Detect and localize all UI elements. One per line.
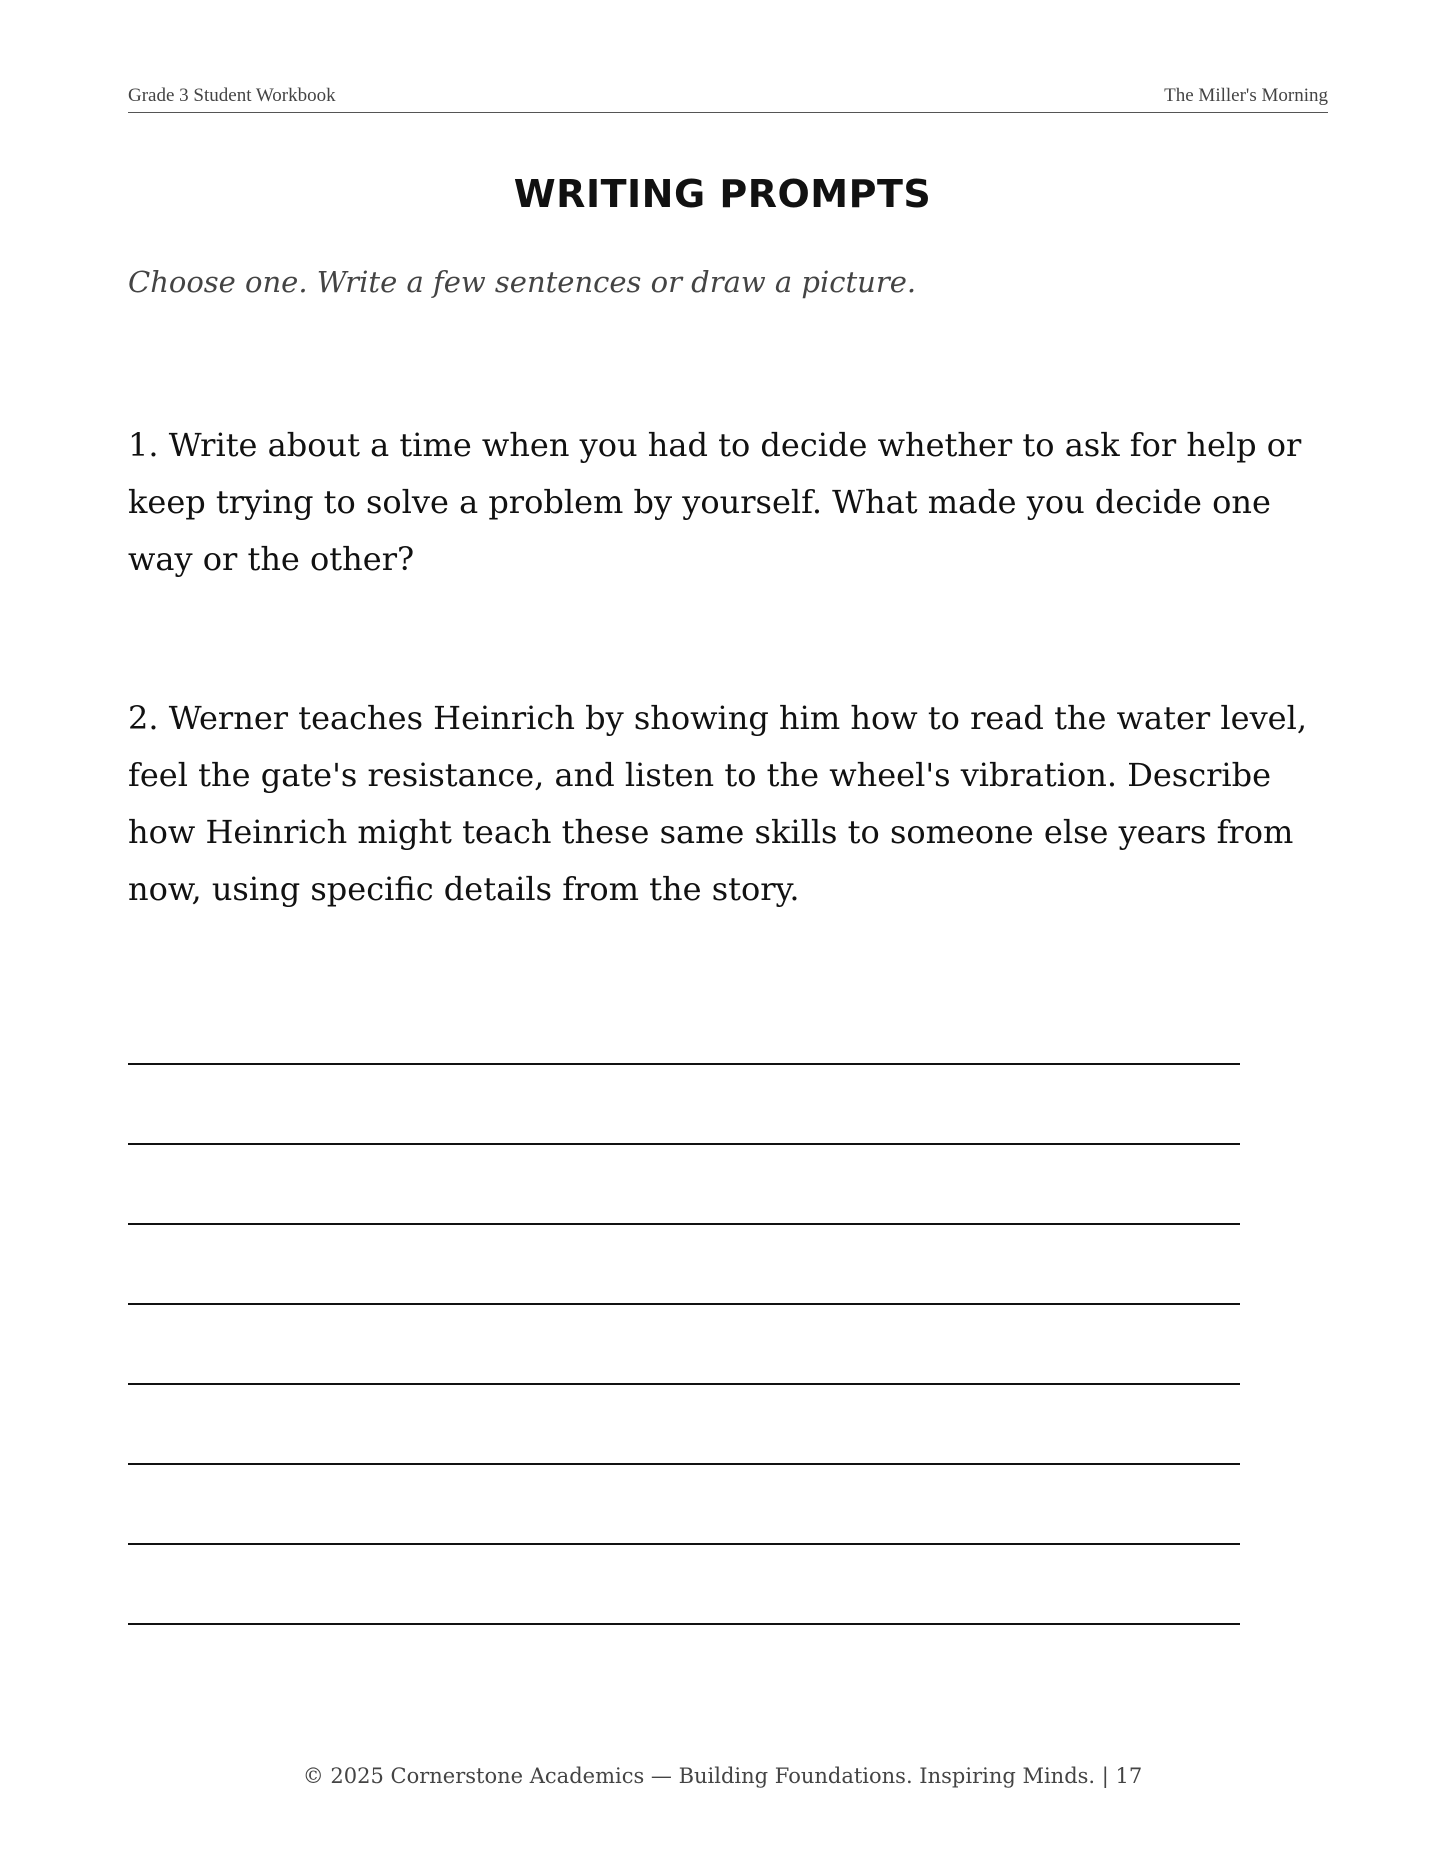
workbook-name: Grade 3 Student Workbook: [128, 85, 336, 106]
writing-prompt-2: 2. Werner teaches Heinrich by showing him how to read the water level, feel the gate's resistance, and listen to the wheel's vibration. Describe how Heinrich might teach these same skills to someone else years from now, using specific details from the story.: [128, 699, 1307, 908]
writing-line[interactable]: [128, 1303, 1240, 1305]
writing-line[interactable]: [128, 1143, 1240, 1145]
story-title: The Miller's Morning: [1164, 85, 1328, 106]
writing-line[interactable]: [128, 1463, 1240, 1465]
writing-lines: [128, 1063, 1240, 1703]
writing-prompt-1: 1. Write about a time when you had to decide whether to ask for help or keep trying to solve a problem by yourself. What made you decide one way or the other?: [128, 426, 1302, 578]
instructions: Choose one. Write a few sentences or draw a picture.: [128, 265, 917, 299]
writing-line[interactable]: [128, 1623, 1240, 1625]
writing-line[interactable]: [128, 1543, 1240, 1545]
writing-line[interactable]: [128, 1383, 1240, 1385]
writing-line[interactable]: [128, 1223, 1240, 1225]
page-title: WRITING PROMPTS: [513, 172, 932, 216]
page-header: [128, 82, 1328, 113]
page-footer: © 2025 Cornerstone Academics — Building Foundations. Inspiring Minds. | 17: [302, 1764, 1143, 1788]
writing-line[interactable]: [128, 1063, 1240, 1065]
